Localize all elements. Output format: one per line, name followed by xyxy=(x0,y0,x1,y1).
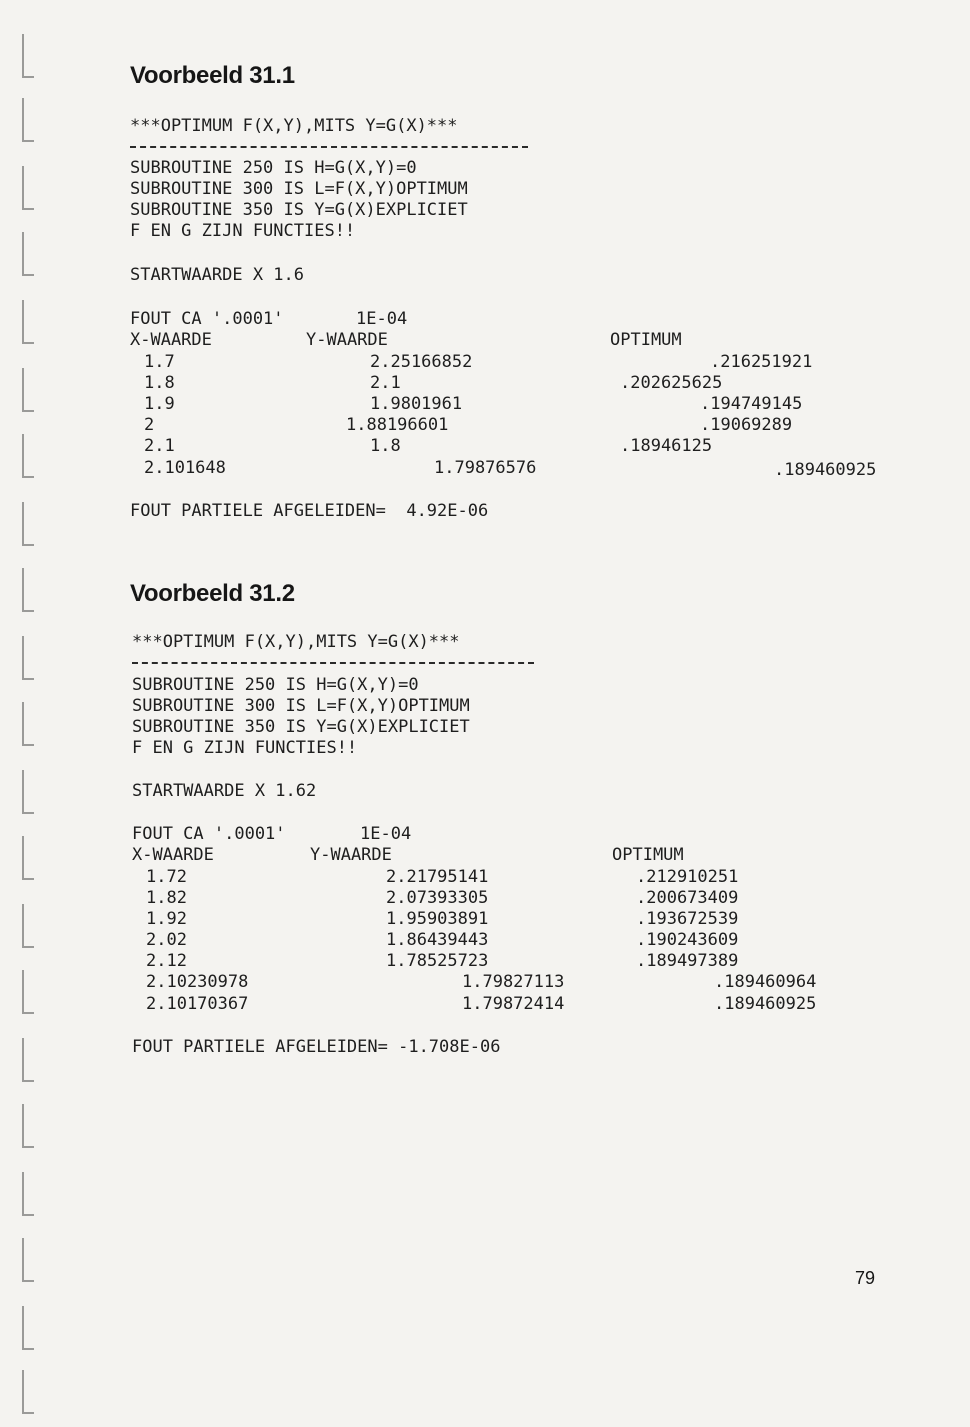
binding-hole xyxy=(22,1238,34,1282)
partial-derivative-error: FOUT PARTIELE AFGELEIDEN= -1.708E-06 xyxy=(132,1037,501,1057)
binding-hole xyxy=(22,1104,34,1148)
binding-hole xyxy=(22,770,34,814)
column-header-y: Y-WAARDE xyxy=(310,845,392,865)
x-value: 1.9 xyxy=(144,394,175,414)
tolerance-label: FOUT CA '.0001' xyxy=(132,824,286,844)
binding-hole xyxy=(22,568,34,612)
subroutine-line: SUBROUTINE 250 IS H=G(X,Y)=0 xyxy=(130,158,417,178)
binding-hole xyxy=(22,1172,34,1216)
x-value: 1.92 xyxy=(146,909,187,929)
y-value: 2.25166852 xyxy=(370,352,473,372)
binding-hole xyxy=(22,232,34,276)
binding-hole xyxy=(22,1038,34,1082)
y-value: 1.78525723 xyxy=(386,951,489,971)
dashed-rule xyxy=(130,146,528,148)
program-title: ***OPTIMUM F(X,Y),MITS Y=G(X)*** xyxy=(132,632,460,652)
y-value: 2.1 xyxy=(370,373,401,393)
binding-hole xyxy=(22,98,34,142)
binding-hole xyxy=(22,166,34,210)
x-value: 2.10170367 xyxy=(146,994,249,1014)
partial-derivative-error: FOUT PARTIELE AFGELEIDEN= 4.92E-06 xyxy=(130,501,489,521)
tolerance-value: 1E-04 xyxy=(356,309,408,329)
optimum-value: .216251921 xyxy=(710,352,813,372)
x-value: 1.72 xyxy=(146,867,187,887)
y-value: 1.88196601 xyxy=(346,415,449,435)
binding-hole xyxy=(22,34,34,78)
optimum-value: .194749145 xyxy=(700,394,803,414)
x-value: 2.12 xyxy=(146,951,187,971)
column-header-optimum: OPTIMUM xyxy=(612,845,684,865)
binding-hole xyxy=(22,502,34,546)
binding-hole xyxy=(22,702,34,746)
y-value: 2.07393305 xyxy=(386,888,489,908)
optimum-value: .189460925 xyxy=(774,460,877,480)
x-value: 2.02 xyxy=(146,930,187,950)
section-heading: Voorbeeld 31.2 xyxy=(130,580,295,607)
column-header-x: X-WAARDE xyxy=(130,330,212,350)
y-value: 1.95903891 xyxy=(386,909,489,929)
tolerance-value: 1E-04 xyxy=(360,824,412,844)
y-value: 1.8 xyxy=(370,436,401,456)
optimum-value: .200673409 xyxy=(636,888,739,908)
subroutine-line: SUBROUTINE 300 IS L=F(X,Y)OPTIMUM xyxy=(130,179,468,199)
binding-hole xyxy=(22,970,34,1014)
subroutine-line: SUBROUTINE 250 IS H=G(X,Y)=0 xyxy=(132,675,419,695)
column-header-optimum: OPTIMUM xyxy=(610,330,682,350)
y-value: 1.9801961 xyxy=(370,394,463,414)
ring-binding xyxy=(22,20,42,1420)
optimum-value: .193672539 xyxy=(636,909,739,929)
tolerance-label: FOUT CA '.0001' xyxy=(130,309,284,329)
start-value: STARTWAARDE X 1.62 xyxy=(132,781,317,801)
program-title: ***OPTIMUM F(X,Y),MITS Y=G(X)*** xyxy=(130,116,458,136)
optimum-value: .189460925 xyxy=(714,994,817,1014)
binding-hole xyxy=(22,368,34,412)
x-value: 2.10230978 xyxy=(146,972,249,992)
binding-hole xyxy=(22,836,34,880)
subroutine-line: SUBROUTINE 350 IS Y=G(X)EXPLICIET xyxy=(130,200,468,220)
binding-hole xyxy=(22,434,34,478)
y-value: 1.86439443 xyxy=(386,930,489,950)
functions-note: F EN G ZIJN FUNCTIES!! xyxy=(130,221,356,241)
start-value: STARTWAARDE X 1.6 xyxy=(130,265,304,285)
binding-hole xyxy=(22,904,34,948)
binding-hole xyxy=(22,636,34,680)
dashed-rule xyxy=(132,662,534,664)
binding-hole xyxy=(22,1306,34,1350)
x-value: 2 xyxy=(144,415,155,435)
x-value: 1.7 xyxy=(144,352,175,372)
y-value: 1.79876576 xyxy=(434,458,537,478)
binding-hole xyxy=(22,300,34,344)
x-value: 1.82 xyxy=(146,888,187,908)
optimum-value: .18946125 xyxy=(620,436,713,456)
functions-note: F EN G ZIJN FUNCTIES!! xyxy=(132,738,358,758)
optimum-value: .190243609 xyxy=(636,930,739,950)
subroutine-line: SUBROUTINE 350 IS Y=G(X)EXPLICIET xyxy=(132,717,470,737)
y-value: 1.79872414 xyxy=(462,994,565,1014)
x-value: 2.101648 xyxy=(144,458,226,478)
page-number: 79 xyxy=(855,1268,876,1288)
x-value: 1.8 xyxy=(144,373,175,393)
column-header-x: X-WAARDE xyxy=(132,845,214,865)
y-value: 1.79827113 xyxy=(462,972,565,992)
binding-hole xyxy=(22,1370,34,1414)
x-value: 2.1 xyxy=(144,436,175,456)
optimum-value: .189497389 xyxy=(636,951,739,971)
optimum-value: .202625625 xyxy=(620,373,723,393)
section-heading: Voorbeeld 31.1 xyxy=(130,62,295,89)
optimum-value: .19069289 xyxy=(700,415,793,435)
column-header-y: Y-WAARDE xyxy=(306,330,388,350)
optimum-value: .212910251 xyxy=(636,867,739,887)
y-value: 2.21795141 xyxy=(386,867,489,887)
optimum-value: .189460964 xyxy=(714,972,817,992)
subroutine-line: SUBROUTINE 300 IS L=F(X,Y)OPTIMUM xyxy=(132,696,470,716)
